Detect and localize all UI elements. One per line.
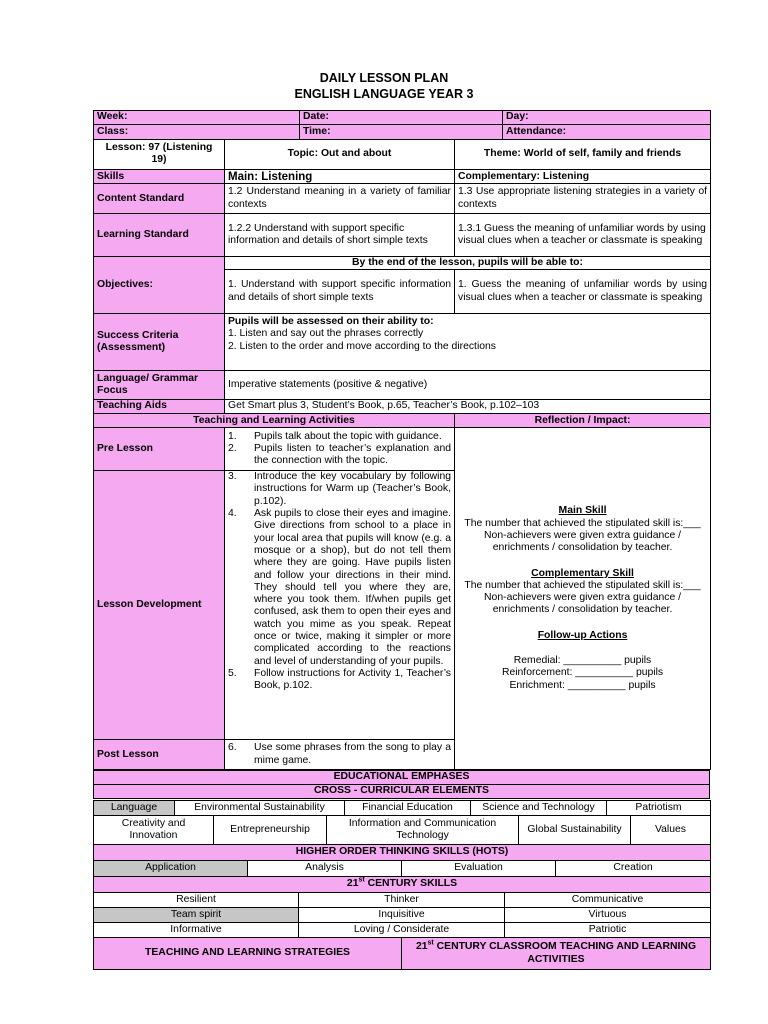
main-skill-line-2: Non-achievers were given extra guidance / <box>484 529 681 541</box>
skill-team-spirit: Team spirit <box>94 908 299 923</box>
learning-standard-complementary: 1.3.1 Guess the meaning of unfamiliar words by using visual clues when a teacher or classmate is speaking <box>455 213 711 256</box>
post-lesson-activities <box>225 740 455 770</box>
classroom-number: 21 <box>415 941 428 953</box>
learning-standard-main: 1.2.2 Understand with support specific information and details of short simple texts <box>225 213 455 256</box>
list-item: 2. Pupils listen to teacher’s explanation and the connection with the topic. <box>228 443 452 467</box>
complementary-skill-line-3: enrichments / consolidation by teacher. <box>492 604 673 616</box>
complementary-skill-title: Complementary Skill <box>531 567 634 579</box>
element-global-sustainability: Global Sustainability <box>519 816 631 845</box>
main-skill-title: Main Skill <box>558 505 607 517</box>
document-title: DAILY LESSON PLAN <box>319 71 449 85</box>
skills-label: Skills <box>94 170 225 184</box>
hots-application: Application <box>94 861 248 877</box>
lesson-plan-table <box>93 110 711 770</box>
element-language: Language <box>94 801 175 816</box>
success-criteria-item-2: 2. Listen to the order and move according to the directions <box>228 340 497 352</box>
remedial-line: Remedial: __________ pupils <box>513 655 652 667</box>
skill-communicative: Communicative <box>505 893 711 908</box>
main-skill-line-3: enrichments / consolidation by teacher. <box>492 542 673 554</box>
element-entrepreneurship: Entrepreneurship <box>214 816 327 845</box>
element-ict: Information and Communication Technology <box>327 816 519 845</box>
cross-curricular-row-2 <box>93 815 711 845</box>
objective-complementary: 1. Guess the meaning of unfamiliar words by using visual clues when a teacher or classmate is speaking <box>455 270 711 314</box>
hots-heading: HIGHER ORDER THINKING SKILLS (HOTS) <box>94 845 711 861</box>
language-focus-label-line1: Language/ Grammar <box>97 372 199 384</box>
century-heading-text: CENTURY SKILLS <box>364 878 458 890</box>
teaching-aids-value: Get Smart plus 3, Student’s Book, p.65, Teacher’s Book, p.102–103 <box>225 399 711 413</box>
objective-main: 1. Understand with support specific information and details of short simple texts <box>225 270 455 314</box>
lesson-development-activities <box>225 471 455 740</box>
pre-lesson-label: Pre Lesson <box>94 428 225 471</box>
reflection-heading: Reflection / Impact: <box>455 414 711 428</box>
content-standard-main: 1.2 Understand meaning in a variety of familiar contexts <box>225 184 455 214</box>
document-subtitle: ENGLISH LANGUAGE YEAR 3 <box>294 87 474 101</box>
skill-thinker: Thinker <box>299 893 505 908</box>
lesson-number-line2: 19) <box>151 154 167 166</box>
lesson-development-label: Lesson Development <box>94 471 225 740</box>
strategies-table <box>93 937 711 970</box>
century-skills-table <box>93 876 711 938</box>
class-field: Class: <box>94 125 300 139</box>
cross-curricular-row-1 <box>93 800 711 816</box>
hots-analysis: Analysis <box>248 861 402 877</box>
main-skill: Main: Listening <box>225 170 455 184</box>
attendance-field: Attendance: <box>503 125 711 139</box>
content-standard-complementary: 1.3 Use appropriate listening strategies in a variety of contexts <box>455 184 711 214</box>
lesson-topic: Topic: Out and about <box>225 139 455 170</box>
activities-heading: Teaching and Learning Activities <box>94 414 455 428</box>
main-skill-line-1: The number that achieved the stipulated skill is:___ <box>464 517 701 529</box>
time-field: Time: <box>300 125 503 139</box>
skill-inquisitive: Inquisitive <box>299 908 505 923</box>
lesson-number-line1: Lesson: 97 (Listening <box>105 142 213 154</box>
classroom-activities-heading <box>402 938 711 970</box>
learning-standard-label: Learning Standard <box>94 213 225 256</box>
hots-evaluation: Evaluation <box>402 861 556 877</box>
hots-table <box>93 844 711 877</box>
century-number: 21 <box>346 878 359 890</box>
date-field: Date: <box>300 111 503 125</box>
teaching-aids-label: Teaching Aids <box>94 399 225 413</box>
cross-curricular-heading: CROSS - CURRICULAR ELEMENTS <box>94 785 710 799</box>
complementary-skill: Complementary: Listening <box>455 170 711 184</box>
success-criteria-item-1: 1. Listen and say out the phrases correctly <box>228 328 424 340</box>
pre-lesson-list <box>228 431 451 468</box>
objectives-label: Objectives: <box>94 256 225 313</box>
skill-loving-considerate: Loving / Considerate <box>299 923 505 938</box>
skill-patriotic: Patriotic <box>505 923 711 938</box>
list-item: 5. Follow instructions for Activity 1, Teacher’s Book, p.102. <box>228 667 452 692</box>
list-item: 1. Pupils talk about the topic with guidance. <box>228 430 442 442</box>
post-lesson-label: Post Lesson <box>94 740 225 770</box>
week-field: Week: <box>94 111 300 125</box>
followup-actions-title: Follow-up Actions <box>537 629 628 641</box>
lesson-number <box>94 139 225 170</box>
post-lesson-list <box>228 742 451 767</box>
objectives-heading: By the end of the lesson, pupils will be able to: <box>225 256 711 270</box>
enrichment-line: Enrichment: __________ pupils <box>509 679 656 691</box>
complementary-skill-line-1: The number that achieved the stipulated skill is:___ <box>464 579 701 591</box>
reflection-panel <box>455 428 711 770</box>
educational-emphases-heading: EDUCATIONAL EMPHASES <box>94 771 710 785</box>
language-focus-value: Imperative statements (positive & negative) <box>225 371 711 400</box>
element-financial-education: Financial Education <box>345 801 471 816</box>
lesson-development-list <box>228 471 451 692</box>
element-environmental-sustainability: Environmental Sustainability <box>175 801 345 816</box>
lesson-theme: Theme: World of self, family and friends <box>455 139 711 170</box>
list-item: 3. Introduce the key vocabulary by following instructions for Warm up (Teacher’s Book, p.102). <box>228 471 452 507</box>
success-criteria-label-line1: Success Criteria <box>97 329 179 341</box>
classroom-heading-text: CENTURY CLASSROOM TEACHING AND LEARNING ACTIVITIES <box>433 941 697 965</box>
element-values: Values <box>631 816 711 845</box>
complementary-skill-line-2: Non-achievers were given extra guidance / <box>484 592 681 604</box>
century-superscript: st <box>358 876 365 884</box>
element-science-technology: Science and Technology <box>471 801 607 816</box>
skill-informative: Informative <box>94 923 299 938</box>
teaching-learning-strategies: TEACHING AND LEARNING STRATEGIES <box>94 938 402 970</box>
success-criteria-label <box>94 314 225 371</box>
day-field: Day: <box>503 111 711 125</box>
century-skills-heading <box>94 877 711 893</box>
element-patriotism: Patriotism <box>607 801 711 816</box>
hots-creation: Creation <box>556 861 711 877</box>
skill-virtuous: Virtuous <box>505 908 711 923</box>
element-creativity-innovation: Creativity and Innovation <box>94 816 214 845</box>
classroom-superscript: st <box>427 939 434 947</box>
pre-lesson-activities <box>225 428 455 471</box>
skill-resilient: Resilient <box>94 893 299 908</box>
language-focus-label <box>94 371 225 400</box>
list-item: 6. Use some phrases from the song to play a mime game. <box>228 742 452 766</box>
language-focus-label-line2: Focus <box>97 385 128 396</box>
success-criteria-label-line2: (Assessment) <box>97 342 166 354</box>
list-item: 4. Ask pupils to close their eyes and imagine. Give directions from school to a place in your local area that pupils will know (e.g. a mosque or a shop), but do not tell them where they are going. Have pupils listen and follow your directions in their mind. They should tell you where they are, where you took them. If/when pupils get confused, ask them to open their eyes and watch you mime as you speak. Repeat once or twice, making it simpler or more complicated according to the reactions and level of understanding of your pupils. <box>228 508 452 667</box>
educational-emphases-header <box>93 770 710 799</box>
reinforcement-line: Reinforcement: __________ pupils <box>501 667 664 679</box>
content-standard-label: Content Standard <box>94 184 225 214</box>
success-criteria-content <box>225 314 711 371</box>
success-criteria-heading: Pupils will be assessed on their ability to: <box>228 316 434 328</box>
